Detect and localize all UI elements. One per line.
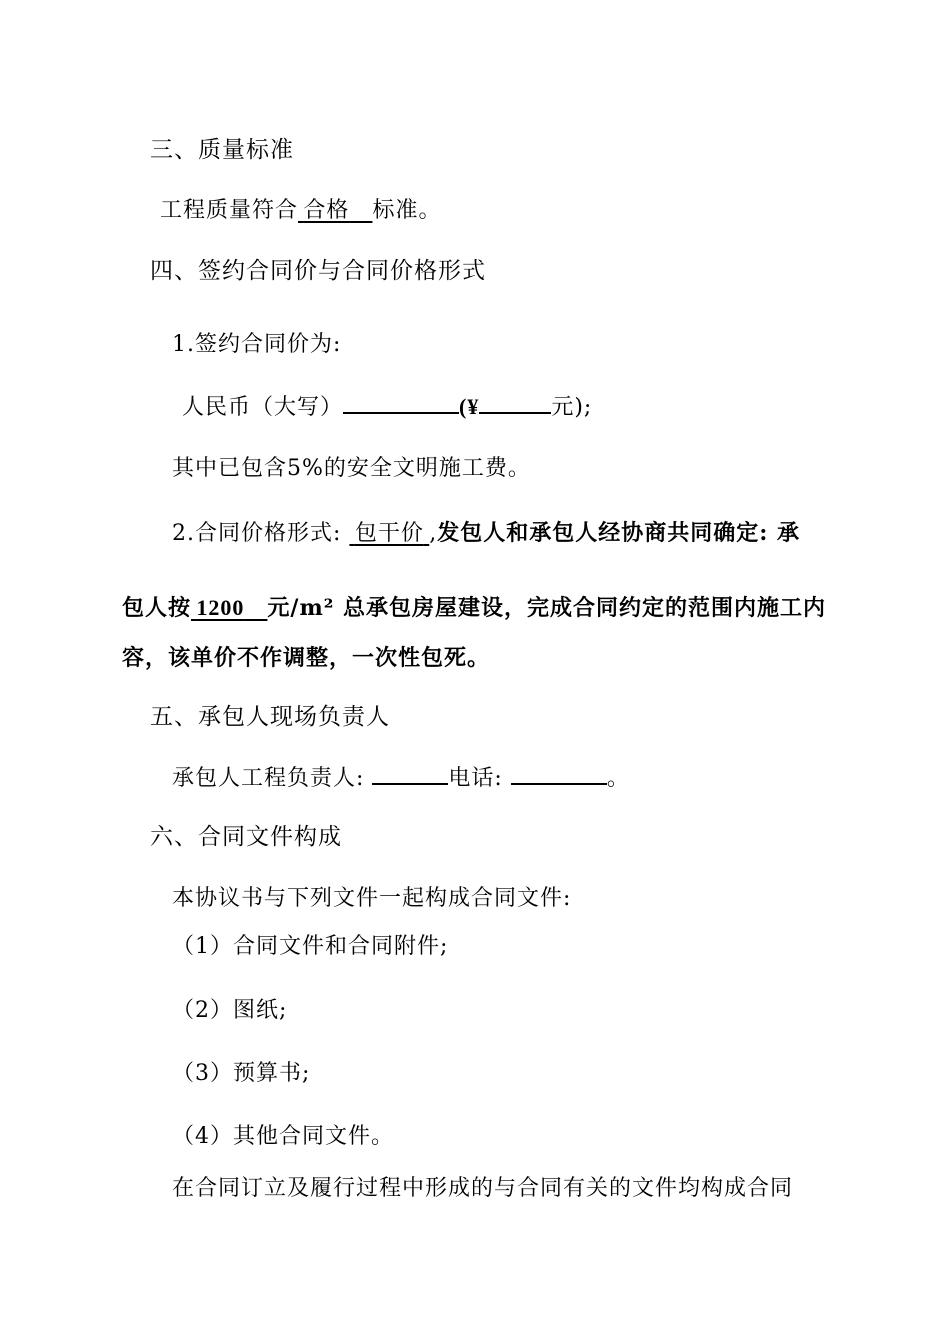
rmb-amount-line [182, 392, 592, 423]
yen-close: 元); [551, 395, 593, 420]
manager-name-blank [372, 763, 448, 785]
list-item: （2）图纸; [172, 998, 288, 1023]
unit-prefix: 包人按 [122, 595, 192, 621]
phone-blank [511, 763, 607, 785]
list-item: （3）预算书; [172, 1061, 311, 1086]
price-form-line [172, 518, 800, 549]
manager-label: 承包人工程负责人: [172, 766, 365, 791]
price-form-label: 2.合同价格形式: [172, 521, 342, 546]
section-3-heading: 三、质量标准 [150, 137, 294, 163]
end-mark: 。 [606, 766, 630, 791]
documents-closing: 在合同订立及履行过程中形成的与合同有关的文件均构成合同 [172, 1176, 794, 1201]
list-item: （4）其他合同文件。 [172, 1124, 394, 1149]
price-form-comma: , [429, 521, 438, 546]
yen-open: (¥ [459, 394, 480, 419]
price-form-value: 包干价 [354, 521, 424, 546]
phone-label: 电话: [448, 766, 503, 791]
unit-price-line [122, 593, 826, 623]
quality-suffix: 标准。 [372, 198, 442, 223]
unit-price-value: 1200 [196, 595, 245, 620]
quality-standard-line [160, 196, 441, 226]
contract-price-label: 1.签约合同价为: [172, 332, 342, 357]
unit-suffix: 元/m² 总承包房屋建设，完成合同约定的范围内施工内 [267, 595, 827, 621]
documents-intro: 本协议书与下列文件一起构成合同文件: [172, 886, 572, 911]
rmb-amount-blank [343, 392, 459, 414]
section-6-heading: 六、合同文件构成 [150, 824, 342, 850]
site-manager-line [172, 763, 630, 794]
quality-value: 合格 [303, 198, 350, 223]
list-item: （1）合同文件和合同附件; [172, 934, 449, 959]
agreement-lead: 发包人和承包人经协商共同确定: 承 [437, 520, 801, 546]
quality-prefix: 工程质量符合 [160, 198, 299, 223]
unit-price-last-line: 容，该单价不作调整，一次性包死。 [122, 645, 491, 671]
section-5-heading: 五、承包人现场负责人 [150, 704, 390, 730]
safety-fee-line: 其中已包含5%的安全文明施工费。 [172, 456, 531, 481]
yen-amount-blank [479, 392, 551, 414]
section-4-heading: 四、签约合同价与合同价格形式 [150, 258, 486, 284]
rmb-prefix: 人民币（大写） [182, 395, 344, 420]
